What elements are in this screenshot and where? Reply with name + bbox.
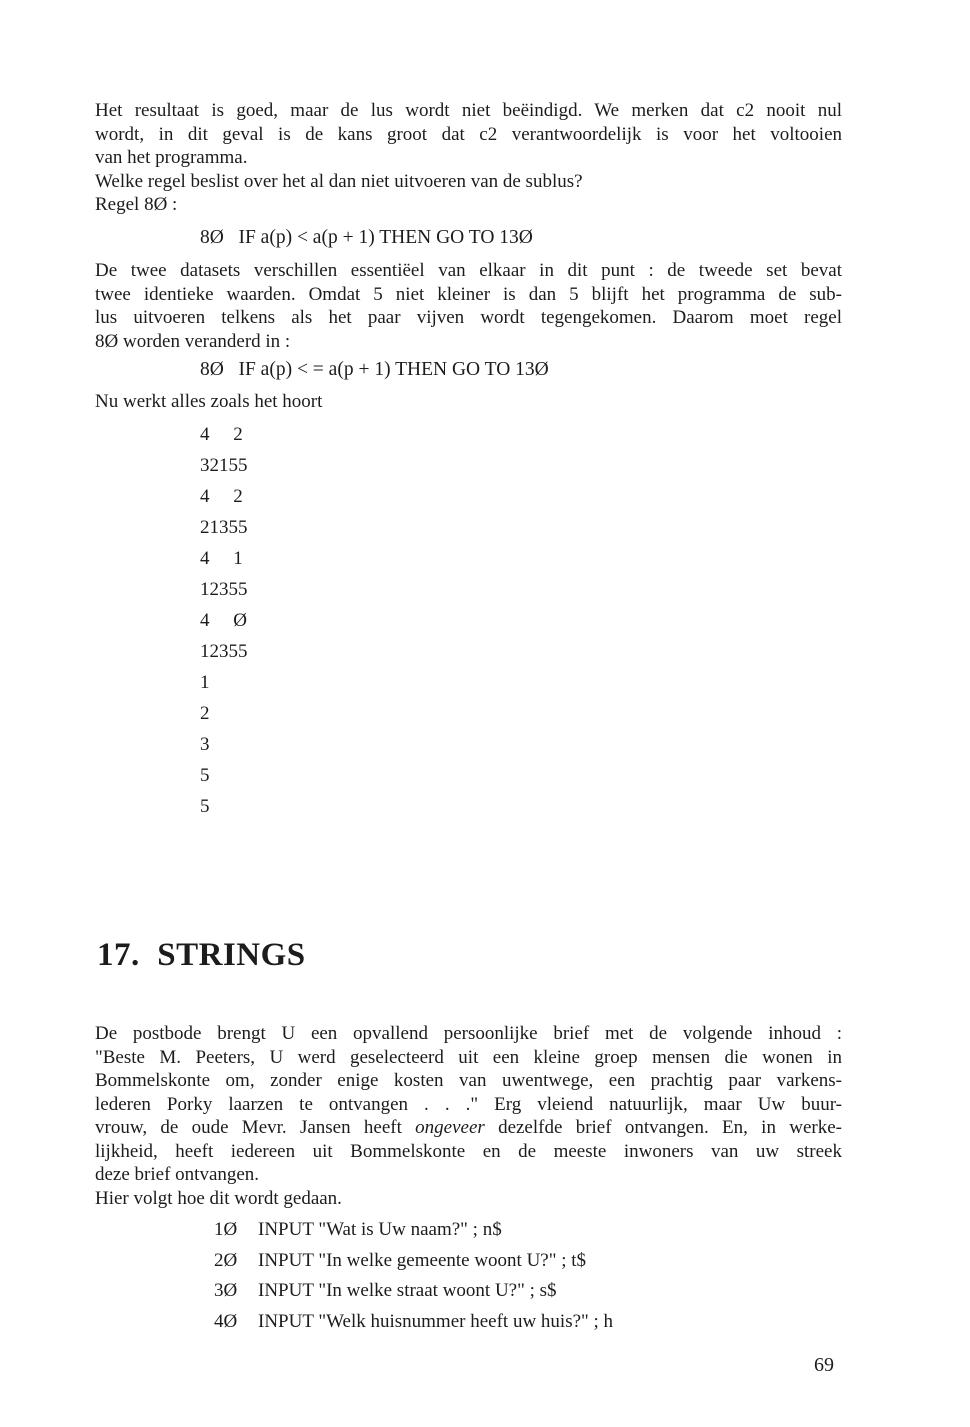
statement: INPUT "In welke gemeente woont U?" ; t$ xyxy=(258,1249,587,1271)
line-number: 2Ø xyxy=(214,1249,238,1271)
text-line: 8Ø worden veranderd in : xyxy=(95,330,291,352)
program-line xyxy=(214,1215,613,1246)
output-line: 5 xyxy=(200,796,210,817)
output-line: 21355 xyxy=(200,517,248,538)
page-number: 69 xyxy=(814,1354,834,1376)
text-line: lijkheid, heeft iedereen uit Bommelskonte en de meeste inwoners van uw streek xyxy=(95,1140,842,1162)
program-line xyxy=(214,1276,613,1307)
text-segment: vrouw, de oude Mevr. Jansen heeft xyxy=(95,1117,416,1138)
text-line: deze brief ontvangen. xyxy=(95,1164,260,1185)
output-line: 3 xyxy=(200,734,210,755)
output-line: 5 xyxy=(200,765,210,786)
text-line: Hier volgt hoe dit wordt gedaan. xyxy=(95,1187,342,1209)
text-line: "Beste M. Peeters, U werd geselecteerd uit een kleine groep mensen die wonen in xyxy=(95,1046,842,1068)
output-line: 32155 xyxy=(200,455,248,476)
line-number: 4Ø xyxy=(214,1310,238,1332)
text-line: lus uitvoeren telkens als het paar vijven wordt tegengekomen. Daarom moet regel xyxy=(95,307,842,328)
italic-word: ongeveer xyxy=(415,1117,485,1138)
statement: INPUT "Wat is Uw naam?" ; n$ xyxy=(258,1219,502,1240)
text-line: De postbode brengt U een opvallend persoonlijke brief met de volgende inhoud : xyxy=(95,1023,842,1044)
text-line xyxy=(95,1116,842,1140)
output-line: 4 2 xyxy=(200,424,243,445)
text-line: Regel 8Ø : xyxy=(95,194,178,215)
output-line: 12355 xyxy=(200,579,248,600)
paragraph-result xyxy=(95,99,842,217)
output-line: 12355 xyxy=(200,641,248,662)
text-line: lederen Porky laarzen te ontvangen . . ." Erg vleiend natuurlijk, maar Uw buur- xyxy=(95,1093,842,1115)
paragraph-strings xyxy=(95,1022,842,1210)
line-number: 1Ø xyxy=(214,1219,238,1240)
text-line: wordt, in dit geval is de kans groot dat c2 verantwoordelijk is voor het voltooien xyxy=(95,123,842,145)
text-line: Het resultaat is goed, maar de lus wordt niet beëindigd. We merken dat c2 nooit nul xyxy=(95,100,842,121)
text-line: van het programma. xyxy=(95,147,248,168)
program-output xyxy=(200,419,248,822)
text-segment: dezelfde brief ontvangen. En, in werke- xyxy=(484,1117,842,1138)
program-line xyxy=(214,1307,613,1338)
code-line-80-fixed: 8Ø IF a(p) < = a(p + 1) THEN GO TO 13Ø xyxy=(200,359,549,380)
text-line: Welke regel beslist over het al dan niet uitvoeren van de sublus? xyxy=(95,170,583,192)
line-number: 3Ø xyxy=(214,1280,238,1301)
statement: INPUT "In welke straat woont U?" ; s$ xyxy=(258,1280,557,1301)
output-line: 2 xyxy=(200,703,210,724)
output-line: 1 xyxy=(200,672,210,693)
program-listing xyxy=(214,1215,613,1337)
section-heading: 17. STRINGS xyxy=(97,937,306,973)
output-line: 4 2 xyxy=(200,486,243,507)
statement: INPUT "Welk huisnummer heeft uw huis?" ; h xyxy=(258,1310,614,1332)
text-line: Bommelskonte om, zonder enige kosten van uwentwege, een prachtig paar varkens- xyxy=(95,1070,842,1091)
text-works: Nu werkt alles zoals het hoort xyxy=(95,391,323,412)
text-line: twee identieke waarden. Omdat 5 niet kleiner is dan 5 blijft het programma de sub- xyxy=(95,283,842,305)
output-line: 4 1 xyxy=(200,548,243,569)
paragraph-datasets xyxy=(95,259,842,353)
program-line xyxy=(214,1246,613,1277)
output-line: 4 Ø xyxy=(200,610,247,631)
text-line: De twee datasets verschillen essentiëel van elkaar in dit punt : de tweede set bevat xyxy=(95,260,842,281)
code-line-80: 8Ø IF a(p) < a(p + 1) THEN GO TO 13Ø xyxy=(200,227,533,248)
